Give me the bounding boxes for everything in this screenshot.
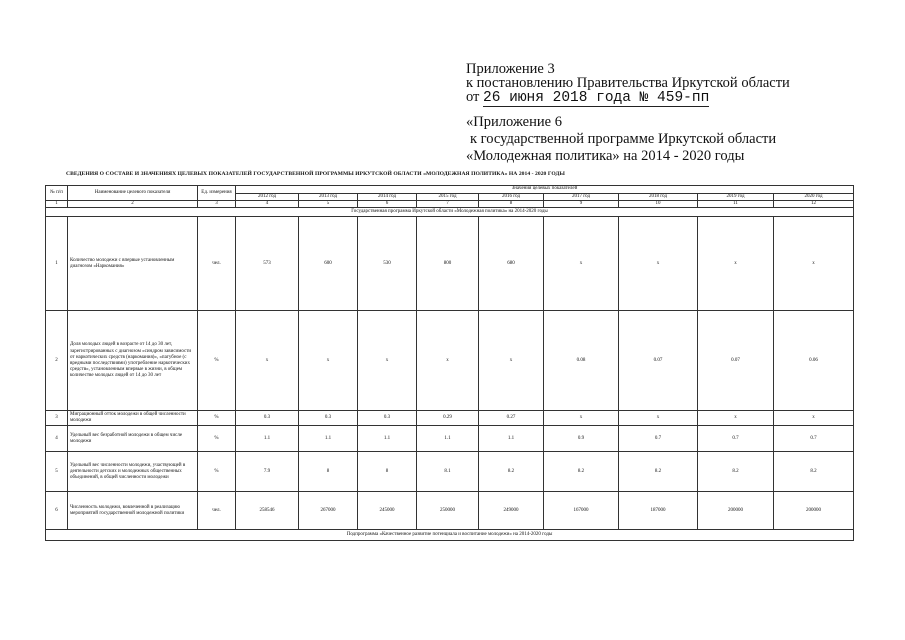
value-cell: 0.07	[619, 311, 698, 411]
year-cell: 2019 год	[698, 194, 774, 201]
value-cell: х	[479, 311, 544, 411]
section-program-title: Государственная программа Иркутской области «Молодежная политика» на 2014-2020 годы	[46, 208, 854, 217]
value-cell: х	[698, 217, 774, 311]
value-cell: 0.7	[774, 426, 854, 452]
section-subprogram-title: Подпрограмма «Качественное развитие потенциала и воспитание молодежи» на 2014-2020 годы	[46, 530, 854, 541]
value-cell: 0.29	[417, 411, 479, 426]
year-cell: 2015 год	[417, 194, 479, 201]
value-cell: х	[774, 411, 854, 426]
row-num: 2	[46, 311, 68, 411]
resolution-date-line	[466, 90, 896, 105]
value-cell: 1.1	[479, 426, 544, 452]
value-cell: х	[299, 311, 358, 411]
value-cell: х	[417, 311, 479, 411]
year-cell: 2018 год	[619, 194, 698, 201]
program-appendix-label: «Приложение 6	[466, 114, 562, 130]
row-num: 5	[46, 452, 68, 492]
indicator-name: Удельный вес численности молодежи, участвующей в деятельности детских и молодежных общественных объединений, в общей численности молодежи	[68, 452, 198, 492]
value-cell: 800	[417, 217, 479, 311]
value-cell: х	[619, 411, 698, 426]
row-num: 6	[46, 492, 68, 530]
indicator-unit: чел.	[198, 492, 236, 530]
value-cell: 0.7	[698, 426, 774, 452]
value-cell: 258546	[236, 492, 299, 530]
value-cell: 0.07	[698, 311, 774, 411]
table-title: СВЕДЕНИЯ О СОСТАВЕ И ЗНАЧЕНИЯХ ЦЕЛЕВЫХ ПОКАЗАТЕЛЕЙ ГОСУДАРСТВЕННОЙ ПРОГРАММЫ ИРКУТСКОЙ ОБЛАСТИ «МОЛОДЕЖНАЯ ПОЛИТИКА» НА 2014 - 2020 ГОДЫ	[66, 171, 565, 177]
value-cell: 187000	[619, 492, 698, 530]
value-cell: 249000	[479, 492, 544, 530]
value-cell: 8	[358, 452, 417, 492]
value-cell: 1.1	[358, 426, 417, 452]
value-cell: х	[544, 411, 619, 426]
year-cell: 2012 год	[236, 194, 299, 201]
program-reference: к государственной программе Иркутской области	[470, 131, 777, 147]
header-values: Значения целевых показателей	[236, 186, 854, 194]
year-cell: 2013 год	[299, 194, 358, 201]
col-number: 5	[299, 201, 358, 208]
table-header-row	[46, 186, 854, 194]
table-row	[46, 492, 854, 530]
year-cell: 2016 год	[479, 194, 544, 201]
table-row	[46, 217, 854, 311]
value-cell: х	[544, 217, 619, 311]
value-cell: 0.27	[479, 411, 544, 426]
value-cell: 245000	[358, 492, 417, 530]
value-cell: 200000	[698, 492, 774, 530]
value-cell: 0.08	[544, 311, 619, 411]
col-number: 12	[774, 201, 854, 208]
year-cell: 2020 год	[774, 194, 854, 201]
value-cell: 8.2	[774, 452, 854, 492]
date-prefix: от	[466, 89, 480, 105]
program-name: «Молодежная политика» на 2014 - 2020 годы	[466, 148, 745, 164]
value-cell: 267000	[299, 492, 358, 530]
col-number: 11	[698, 201, 774, 208]
value-cell: 530	[358, 217, 417, 311]
value-cell: х	[698, 411, 774, 426]
value-cell: х	[358, 311, 417, 411]
value-cell: 600	[299, 217, 358, 311]
col-number: 10	[619, 201, 698, 208]
row-num: 3	[46, 411, 68, 426]
col-number: 6	[358, 201, 417, 208]
table-row	[46, 452, 854, 492]
section-row	[46, 530, 854, 541]
section-row	[46, 208, 854, 217]
value-cell: 250000	[417, 492, 479, 530]
value-cell: 8	[299, 452, 358, 492]
indicator-unit: чел.	[198, 217, 236, 311]
resolution-reference: к постановлению Правительства Иркутской области	[466, 75, 790, 91]
value-cell: 0.3	[299, 411, 358, 426]
row-num: 1	[46, 217, 68, 311]
col-number: 3	[198, 201, 236, 208]
value-cell: 0.7	[619, 426, 698, 452]
value-cell: 1.1	[236, 426, 299, 452]
value-cell: 8.1	[417, 452, 479, 492]
value-cell: 167000	[544, 492, 619, 530]
table-row	[46, 411, 854, 426]
indicator-name: Миграционный отток молодежи в общей численности молодежи	[68, 411, 198, 426]
value-cell: 8.2	[544, 452, 619, 492]
indicator-name: Численность молодежи, вовлеченной в реализацию мероприятий государственной молодежной политики	[68, 492, 198, 530]
value-cell: х	[236, 311, 299, 411]
indicator-unit: %	[198, 426, 236, 452]
value-cell: 8.2	[619, 452, 698, 492]
col-number: 9	[544, 201, 619, 208]
col-number: 4	[236, 201, 299, 208]
program-appendix-block	[466, 114, 896, 165]
column-numbers-row	[46, 201, 854, 208]
value-cell: 0.3	[236, 411, 299, 426]
indicator-unit: %	[198, 452, 236, 492]
indicators-table	[45, 185, 854, 541]
value-cell: 0.9	[544, 426, 619, 452]
resolution-date-number: 26 июня 2018 года № 459-пп	[483, 90, 710, 106]
value-cell: 8.2	[479, 452, 544, 492]
table-row	[46, 426, 854, 452]
indicator-name: Доля молодых людей в возрасте от 14 до 30 лет, зарегистрированных с диагнозом «синдром зависимости от наркотических средств (наркомания)», «пагубное (с вредными последствиями) употребление наркотических средств», установленным впервые в жизни, в общем количестве молодых людей от 14 до 30 лет	[68, 311, 198, 411]
value-cell: х	[619, 217, 698, 311]
value-cell: 573	[236, 217, 299, 311]
col-number: 8	[479, 201, 544, 208]
header-block	[466, 62, 896, 105]
value-cell: х	[774, 217, 854, 311]
appendix-label: Приложение 3	[466, 61, 555, 77]
value-cell: 7.9	[236, 452, 299, 492]
indicator-name: Количество молодежи с впервые установленным диагнозом «Наркомания»	[68, 217, 198, 311]
value-cell: 680	[479, 217, 544, 311]
header-num: № п/п	[46, 186, 68, 201]
indicator-unit: %	[198, 411, 236, 426]
value-cell: 0.3	[358, 411, 417, 426]
header-unit: Ед. измерения	[198, 186, 236, 201]
col-number: 2	[68, 201, 198, 208]
indicator-unit: %	[198, 311, 236, 411]
value-cell: 8.2	[698, 452, 774, 492]
value-cell: 200000	[774, 492, 854, 530]
value-cell: 1.1	[299, 426, 358, 452]
col-number: 7	[417, 201, 479, 208]
value-cell: 0.06	[774, 311, 854, 411]
row-num: 4	[46, 426, 68, 452]
col-number: 1	[46, 201, 68, 208]
value-cell: 1.1	[417, 426, 479, 452]
year-cell: 2014 год	[358, 194, 417, 201]
table-row	[46, 311, 854, 411]
indicator-name: Удельный вес безработной молодежи в общем числе молодежи	[68, 426, 198, 452]
year-cell: 2017 год	[544, 194, 619, 201]
header-name: Наименование целевого показателя	[68, 186, 198, 201]
